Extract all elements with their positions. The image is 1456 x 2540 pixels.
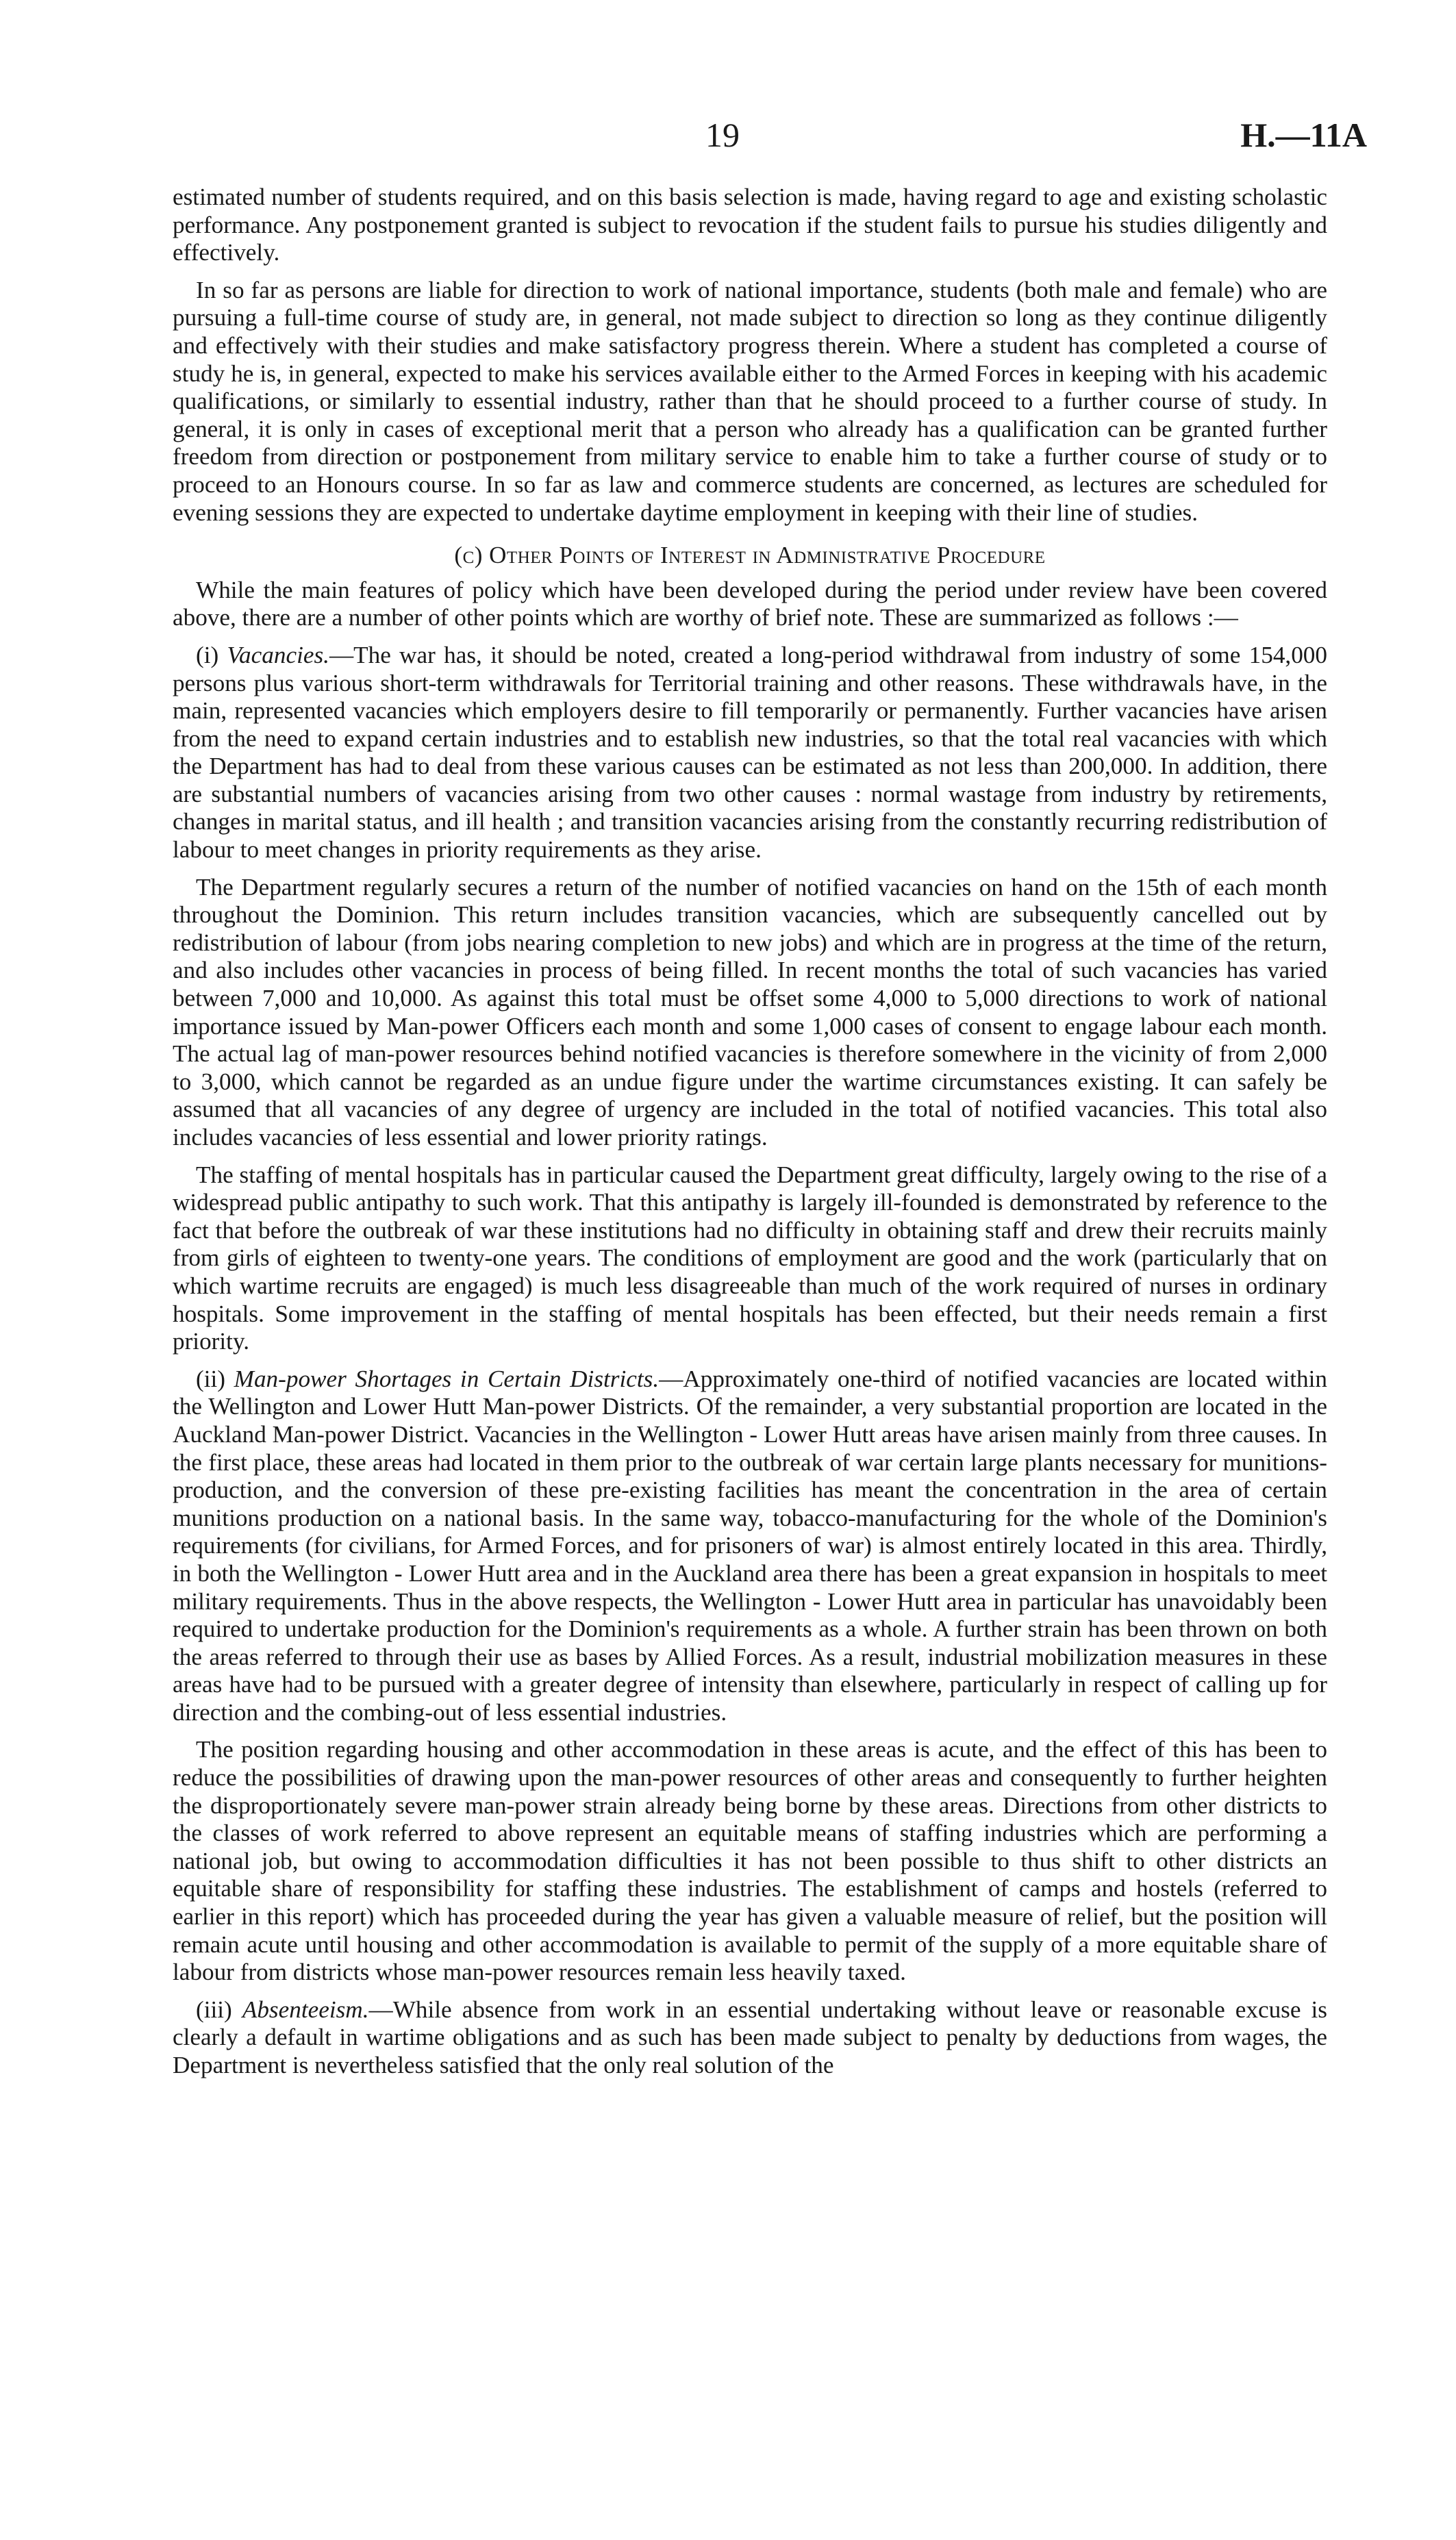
paragraph-manpower-shortages xyxy=(173,1366,1327,1727)
paragraph-absenteeism xyxy=(173,1996,1327,2080)
paragraph-vacancies xyxy=(173,642,1327,864)
paragraph-students-direction: In so far as persons are liable for direction to work of national importance, students (both male and female) who are pursuing a full-time course of study are, in general, not made subject to direction so long as they continue diligently and effectively with their studies and make satisfactory progress therein. Where a student has completed a course of study he is, in general, expected to make his services available either to the Armed Forces in keeping with his academic qualifications, or similarly to essential industry, rather than that he should proceed to a further course of study. In general, it is only in cases of exceptional merit that a person who already has a qualification can be granted further freedom from direction or postponement from military service to enable him to take a further course of study or to proceed to an Honours course. In so far as law and commerce students are concerned, as lectures are scheduled for evening sessions they are expected to undertake daytime employment in keeping with their line of studies. xyxy=(173,276,1327,526)
paragraph-continuation: estimated number of students required, and on this basis selection is made, having regard to age and existing scholastic performance. Any postponement granted is subject to revocation if the student fails to pursue his studies diligently and effectively. xyxy=(173,184,1327,266)
body-text xyxy=(173,184,1327,2089)
item-number: (iii) xyxy=(196,1996,242,2023)
paragraph-vacancy-returns: The Department regularly secures a return of the number of notified vacancies on hand on the 15th of each month throughout the Dominion. This return includes transition vacancies, which are subsequently cancelled out by redistribution of labour (from jobs nearing completion to new jobs) and which are in progress at the time of the return, and also includes other vacancies in process of being filled. In recent months the total of such vacancies has varied between 7,000 and 10,000. As against this total must be offset some 4,000 to 5,000 directions to work of national importance issued by Man-power Officers each month and some 1,000 cases of consent to engage labour each month. The actual lag of man-power resources behind notified vacancies is therefore somewhere in the vicinity of from 2,000 to 3,000, which cannot be regarded as an undue figure under the wartime circumstances existing. It can safely be assumed that all vacancies of any degree of urgency are included in the total of notified vacancies. This total also includes vacancies of less essential and lower priority ratings. xyxy=(173,873,1327,1150)
paragraph-mental-hospitals: The staffing of mental hospitals has in particular caused the Department great difficulty, largely owing to the rise of a widespread public antipathy to such work. That this antipathy is largely ill-founded is demonstrated by reference to the fact that before the outbreak of war these institutions had no difficulty in obtaining staff and drew their recruits mainly from girls of eighteen to twenty-one years. The conditions of employment are good and the work (particularly that on which wartime recruits are engaged) is much less disagreeable than much of the work required of nurses in ordinary hospitals. Some improvement in the staffing of mental hospitals has been effected, but their needs remain a first priority. xyxy=(173,1161,1327,1355)
document-reference: H.—11A xyxy=(1240,116,1367,154)
item-text: —The war has, it should be noted, created a long-period withdrawal from industry of some 154,000 persons plus various short-term withdrawals for Territorial training and other reasons. These withdrawals have, in the main, represented vacancies which employers desire to fill temporarily or permanently. Further vacancies have arisen from the need to expand certain industries and to establish new industries, so that the total real vacancies with which the Department has had to deal from these various causes can be estimated as not less than 200,000. In addition, there are substantial numbers of vacancies arising from two other causes : normal wastage from industry by retirements, changes in marital status, and ill health ; and transition vacancies arising from the constantly recurring redistribution of labour to meet changes in priority requirements as they arise. xyxy=(173,641,1327,864)
page-header xyxy=(0,103,1456,158)
item-text: —Approximately one-third of notified vacancies are located within the Wellington and Lower Hutt Man-power Districts. Of the remainder, a very substantial proportion are located in the Auckland Man-power District. Vacancies in the Wellington - Lower Hutt areas have arisen mainly from three causes. In the first place, these areas had located in them prior to the outbreak of war certain large plants necessary for munitions-production, and the conversion of these pre-existing facilities has meant the concentration in the area of certain munitions production on a national basis. In the same way, tobacco-manufacturing for the whole of the Dominion's requirements (for civilians, for Armed Forces, and for prisoners of war) is almost entirely located in this area. Thirdly, in both the Wellington - Lower Hutt area and in the Auckland area there has been a great expansion in hospitals to meet military requirements. Thus in the above respects, the Wellington - Lower Hutt area in particular has unavoidably been required to undertake production for the Dominion's requirements as a whole. A further strain has been thrown on both the areas referred to through their use as bases by Allied Forces. As a result, industrial mobilization measures in these areas have had to be pursued with a greater degree of intensity than elsewhere, particularly in respect of calling up for direction and the combing-out of less essential industries. xyxy=(173,1365,1327,1726)
item-text: —While absence from work in an essential undertaking without leave or reasonable excuse is clearly a default in wartime obligations and as such has been made subject to penalty by deductions from wages, the Department is nevertheless satisfied that the only real solution of the xyxy=(173,1996,1328,2078)
paragraph-summary-intro: While the main features of policy which have been developed during the period under review have been covered above, there are a number of other points which are worthy of brief note. These are summarized as follows :— xyxy=(173,576,1327,631)
section-heading-other-points: (c) Other Points of Interest in Administrative Procedure xyxy=(454,542,1046,569)
item-number: (i) xyxy=(196,641,227,668)
item-title: Vacancies. xyxy=(227,641,329,668)
item-number: (ii) xyxy=(196,1365,234,1392)
item-title: Man-power Shortages in Certain Districts. xyxy=(234,1365,660,1392)
item-title: Absenteeism. xyxy=(242,1996,369,2023)
paragraph-housing: The position regarding housing and other accommodation in these areas is acute, and the effect of this has been to reduce the possibilities of drawing upon the man-power resources of other areas and consequently to further heighten the disproportionately severe man-power strain already being borne by these areas. Directions from other districts to the classes of work referred to above represent an equitable means of staffing industries which are performing a national job, but owing to accommodation difficulties it has not been possible to thus shift to other districts an equitable share of responsibility for staffing these industries. The establishment of camps and hostels (referred to earlier in this report) which has proceeded during the year has given a valuable measure of relief, but the position will remain acute until housing and other accommodation is available to permit of the supply of a more equitable share of labour from districts whose man-power resources remain less heavily taxed. xyxy=(173,1736,1327,1986)
page-number: 19 xyxy=(705,116,740,154)
